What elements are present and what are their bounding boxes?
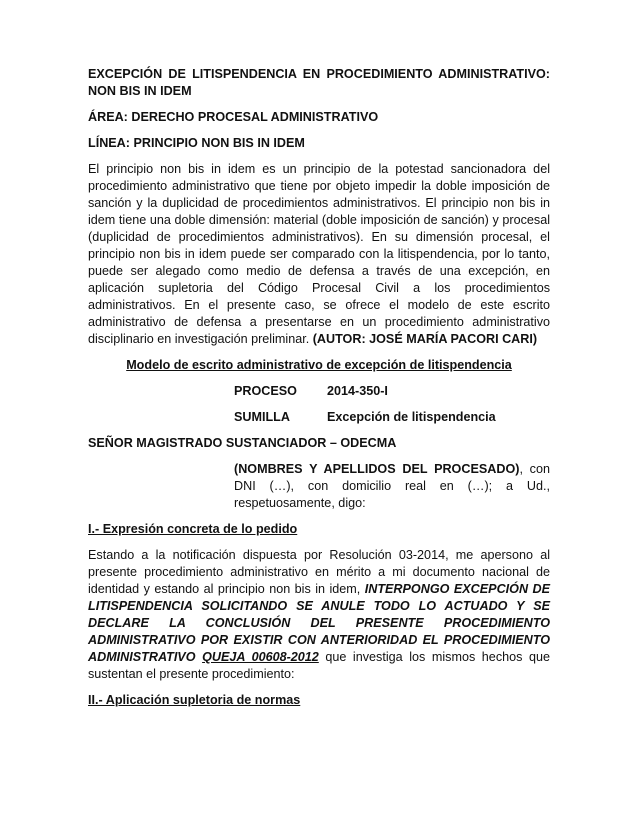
sumilla-row [88,409,550,426]
document-page [88,66,550,718]
section-2-heading: II.- Aplicación supletoria de normas [88,693,301,707]
intro-paragraph [88,161,550,348]
p1-emphasis: INTERPONGO EXCEPCIÓN DE LITISPENDENCIA SOLICITANDO SE ANULE TODO LO ACTUADO Y SE DECLARE LA CONCLUSIÓN DEL PRESENTE PROCEDIMIENTO ADMINISTRATIVO POR EXISTIR CON ANTERIORIDAD EL PROCEDIMIENTO ADMINISTRATIVO [88,582,550,664]
p1-start: Estando a la notificación dispuesta por Resolución 03-2014, me apersono al presente procedimiento administrativo en mérito a mi documento nacional de identidad y estando al principio non bis in idem, [88,548,550,596]
sumilla-label: SUMILLA [234,410,290,424]
party-block [234,461,550,512]
document-title: EXCEPCIÓN DE LITISPENDENCIA EN PROCEDIMIENTO ADMINISTRATIVO: NON BIS IN IDEM [88,67,550,98]
p1-queja: QUEJA 00608-2012 [202,650,319,664]
linea-heading: LÍNEA: PRINCIPIO NON BIS IN IDEM [88,136,305,150]
p1-end: que investiga los mismos hechos que sustentan el presente procedimiento: [88,650,550,681]
author-credit: (AUTOR: JOSÉ MARÍA PACORI CARI) [312,332,538,346]
model-heading: Modelo de escrito administrativo de excepción de litispendencia [126,358,512,372]
addressee: SEÑOR MAGISTRADO SUSTANCIADOR – ODECMA [88,436,397,450]
proceso-label: PROCESO [234,384,297,398]
section-1-heading: I.- Expresión concreta de lo pedido [88,522,298,536]
party-details: , con DNI (…), con domicilio real en (…); a Ud., respetuosamente, digo: [234,462,550,510]
intro-text: El principio non bis in idem es un principio de la potestad sancionadora del procedimiento administrativo que tiene por objeto impedir la doble imposición de sanción y la duplicidad de procedimientos administrativos. El principio non bis in idem tiene una doble dimensión: material (doble imposición de sanción) y procesal (duplicidad de procedimientos administrativos). En su dimensión procesal, el principio non bis in idem puede ser comparado con la litispendencia, por lo tanto, puede ser alegado como medio de defensa a través de una excepción, en aplicación supletoria del Código Procesal Civil a los procedimientos administrativos. En el presente caso, se ofrece el modelo de este escrito administrativo de defensa a presentarse en un procedimiento administrativo disciplinario en investigación preliminar. [88,162,550,346]
sumilla-value: Excepción de litispendencia [327,410,496,424]
party-name: (NOMBRES Y APELLIDOS DEL PROCESADO) [234,462,520,476]
proceso-row [88,383,550,400]
section-1-paragraph [88,547,550,683]
proceso-value: 2014-350-I [327,384,388,398]
area-heading: ÁREA: DERECHO PROCESAL ADMINISTRATIVO [88,110,379,124]
